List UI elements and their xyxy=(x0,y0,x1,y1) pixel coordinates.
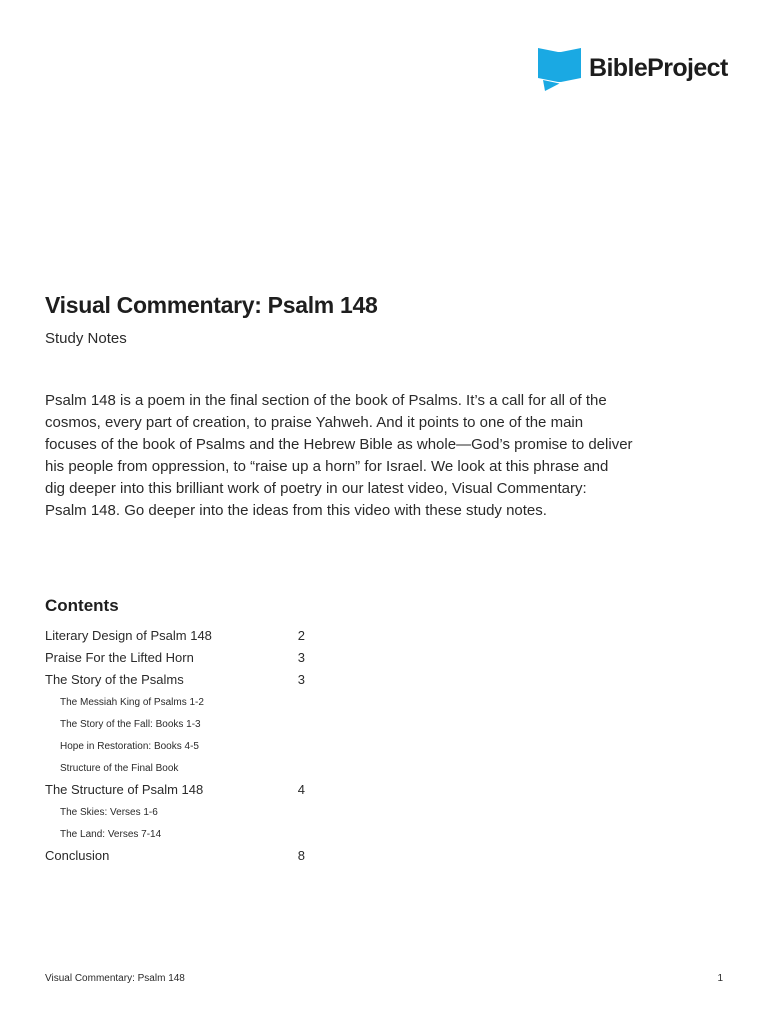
intro-line: cosmos, every part of creation, to praise Yahweh. And it points to one of the main xyxy=(45,414,584,431)
intro-line: dig deeper into this brilliant work of poetry in our latest video, Visual Commentary: xyxy=(45,480,587,497)
toc-subitem[interactable] xyxy=(60,762,305,775)
toc-subitem[interactable] xyxy=(60,718,305,731)
toc-subitem[interactable] xyxy=(60,828,305,841)
toc-subitem-label: Hope in Restoration: Books 4-5 xyxy=(60,741,199,752)
toc-item[interactable] xyxy=(45,672,305,688)
toc-subitem-label: The Messiah King of Psalms 1-2 xyxy=(60,697,204,708)
intro-line: his people from oppression, to “raise up a horn” for Israel. We look at this phrase and xyxy=(45,458,609,475)
toc-subitem[interactable] xyxy=(60,740,305,753)
intro-line: focuses of the book of Psalms and the Hebrew Bible as whole—God’s promise to deliver xyxy=(45,436,633,453)
page-subtitle: Study Notes xyxy=(45,330,127,347)
toc-item[interactable] xyxy=(45,650,305,666)
toc-item[interactable] xyxy=(45,848,305,864)
toc-item-label: The Structure of Psalm 148 xyxy=(45,782,204,797)
toc-item[interactable] xyxy=(45,782,305,798)
intro-line: Psalm 148. Go deeper into the ideas from this video with these study notes. xyxy=(45,502,547,519)
brand-name: BibleProject xyxy=(589,54,728,82)
toc-item-page: 4 xyxy=(297,782,305,797)
toc-subitem-label: The Skies: Verses 1-6 xyxy=(60,807,158,818)
intro-line: Psalm 148 is a poem in the final section of the book of Psalms. It’s a call for all of the xyxy=(45,392,607,409)
toc-item-page: 3 xyxy=(297,672,305,687)
table-of-contents xyxy=(45,0,315,1024)
page-title: Visual Commentary: Psalm 148 xyxy=(45,292,378,318)
toc-item-page: 2 xyxy=(297,628,305,643)
toc-item-label: Literary Design of Psalm 148 xyxy=(45,628,212,643)
toc-item-label: Praise For the Lifted Horn xyxy=(45,650,194,665)
contents-heading: Contents xyxy=(45,596,119,615)
toc-item[interactable] xyxy=(45,628,305,644)
toc-item-label: Conclusion xyxy=(45,848,110,863)
toc-item-page: 8 xyxy=(297,848,305,863)
footer-document-title: Visual Commentary: Psalm 148 xyxy=(45,973,185,984)
toc-item-label: The Story of the Psalms xyxy=(45,672,184,687)
open-book-icon xyxy=(538,46,581,91)
brand-logo xyxy=(538,46,728,91)
toc-subitem[interactable] xyxy=(60,696,305,709)
toc-subitem[interactable] xyxy=(60,806,305,819)
toc-subitem-label: Structure of the Final Book xyxy=(60,763,179,774)
footer-page-number: 1 xyxy=(717,973,723,984)
toc-subitem-label: The Land: Verses 7-14 xyxy=(60,829,162,840)
toc-item-page: 3 xyxy=(297,650,305,665)
toc-subitem-label: The Story of the Fall: Books 1-3 xyxy=(60,719,201,730)
